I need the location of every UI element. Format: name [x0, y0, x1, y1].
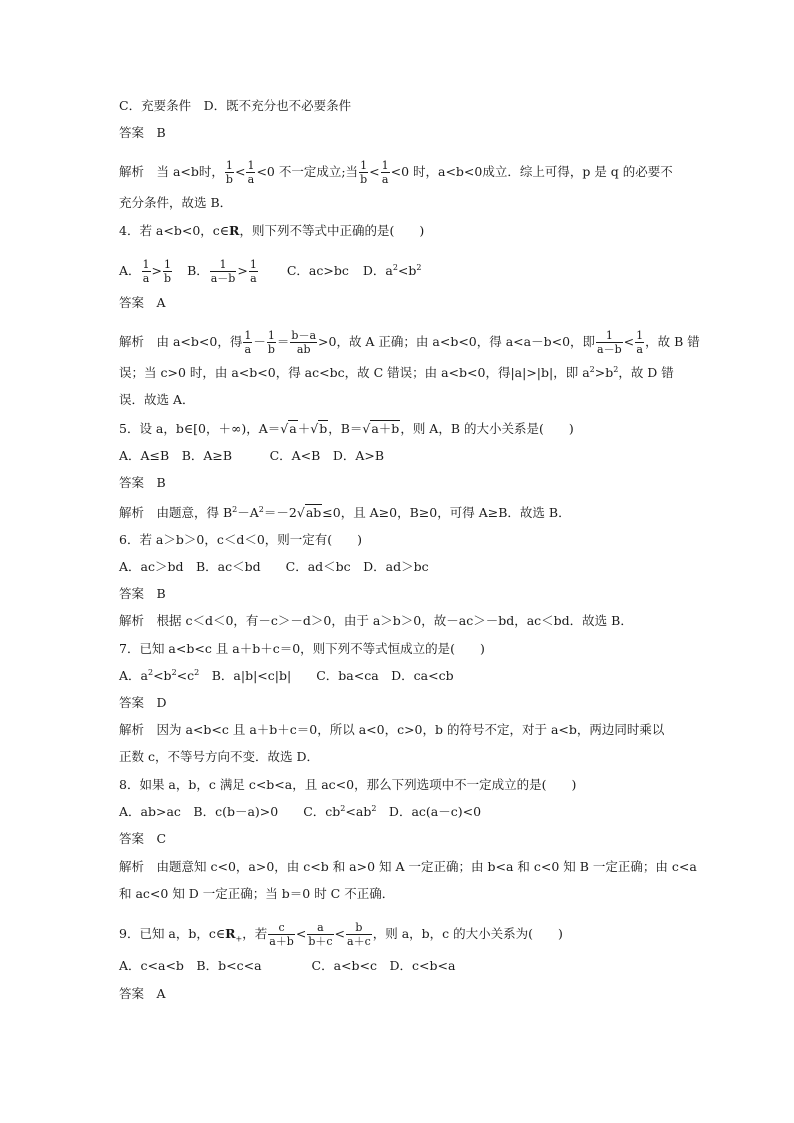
q8-solution-line2: 和 ac<0 知 D 一定正确；当 b＝0 时 C 不正确． — [119, 886, 395, 901]
q4-solution-line3: 误．故选 A． — [119, 392, 195, 407]
q3-solution-line2: 充分条件，故选 B． — [119, 195, 233, 210]
q3-option-c: C．充要条件 — [119, 98, 192, 113]
q4-solution: 解析 由 a<b<0，得 $\frac{1}{a}$ － $\frac{1}{b}$ ＝ $\frac{b-a}{ab}$ >0，故 A 正确；由 a<b<0，得 a<a－b<0，即 $\frac{1}{a-b}$ < $\frac{1}{a}$ ，故 B 错 — [119, 329, 700, 356]
q3-option-d: D．既不充分也不必要条件 — [203, 98, 352, 113]
q9-options: A．c<a<b B．b<c<a C．a<b<c D．c<b<a — [119, 958, 456, 973]
fraction: $\frac{1}{b}$ — [225, 159, 233, 186]
q4-options: A． $\frac{1}{a}$ > $\frac{1}{b}$ B． $\frac{1}{a-b}$ > $\frac{1}{a}$ C．ac>bc D．$a^2<b^2$ — [119, 258, 422, 285]
q8-answer: 答案 C — [119, 831, 167, 846]
q4-answer: 答案 A — [119, 295, 166, 310]
q8-stem: 8．如果 a，b，c 满足 c<b<a，且 ac<0，那么下列选项中不一定成立的是( ) — [119, 777, 577, 792]
q7-stem: 7．已知 a<b<c 且 a＋b＋c＝0，则下列不等式恒成立的是( ) — [119, 641, 485, 656]
q8-options: A．ab>ac B．c(b－a)>0 C．$cb^2<ab^2$ D．ac(a－c)<0 — [119, 803, 482, 819]
q5-solution: 解析 由题意，得 $B^2-A^2=-2√ab\le 0$，且 A≥0，B≥0，可得 A≥B．故选 B． — [119, 504, 571, 520]
q6-options: A．ac＞bd B．ac＜bd C．ad＜bc D．ad＞bc — [119, 559, 429, 574]
q6-answer: 答案 B — [119, 586, 166, 601]
q8-solution: 解析 由题意知 c<0，a>0，由 c<b 和 a>0 知 A 一定正确；由 b<a 和 c<0 知 B 一定正确；由 c<a — [119, 859, 697, 874]
q7-options: A．$a^2<b^2<c^2$ B．a|b|<c|b| C．ba<ca D．ca<cb — [119, 667, 454, 683]
q5-answer: 答案 B — [119, 475, 166, 490]
q3-options — [119, 97, 694, 115]
q9-stem: 9．已知 a，b，$c\in R_+$，若 $\frac{c}{a+b}$ < $\frac{a}{b+c}$ < $\frac{b}{a+c}$ ，则 a，b，c 的大小关系为( ) — [119, 921, 563, 948]
q7-solution-line2: 正数 c，不等号方向不变．故选 D． — [119, 749, 319, 764]
q9-answer: 答案 A — [119, 986, 166, 1001]
q4-solution-line2: 误；当 c>0 时，由 a<b<0，得 ac<bc，故 C 错误；由 a<b<0，得|a|>|b|，即 $a^2>b^2$，故 D 错 — [119, 364, 674, 380]
q4-stem: 4．若 a<b<0，c∈R，则下列不等式中正确的是( ) — [119, 223, 425, 238]
q3-answer: 答案 B — [119, 125, 166, 140]
q6-solution: 解析 根据 c＜d＜0，有－c＞－d＞0，由于 a＞b＞0，故－ac＞－bd，ac＜bd．故选 B． — [119, 613, 633, 628]
fraction: $\frac{1}{a}$ — [381, 159, 389, 186]
fraction: $\frac{1}{a}$ — [247, 159, 255, 186]
q7-answer: 答案 D — [119, 695, 167, 710]
q3-solution: 解析 当 a<b时， $\frac{1}{b}$ < $\frac{1}{a}$ <0 不一定成立;当 $\frac{1}{b}$ < $\frac{1}{a}$ <0 时，a<b<0成立．综上可得，p 是 q 的必要不 — [119, 159, 673, 186]
q7-solution: 解析 因为 a<b<c 且 a＋b＋c＝0，所以 a<0，c>0，b 的符号不定，对于 a<b，两边同时乘以 — [119, 722, 665, 737]
q5-stem: 5．设 a，b∈[0，＋∞)，A＝√a＋√b，B＝√a＋b，则 A，B 的大小关系是( ) — [119, 421, 574, 436]
q6-stem: 6．若 a＞b＞0，c＜d＜0，则一定有( ) — [119, 532, 363, 547]
fraction: $\frac{1}{b}$ — [360, 159, 368, 186]
q5-options: A．A≤B B．A≥B C．A<B D．A>B — [119, 448, 385, 463]
